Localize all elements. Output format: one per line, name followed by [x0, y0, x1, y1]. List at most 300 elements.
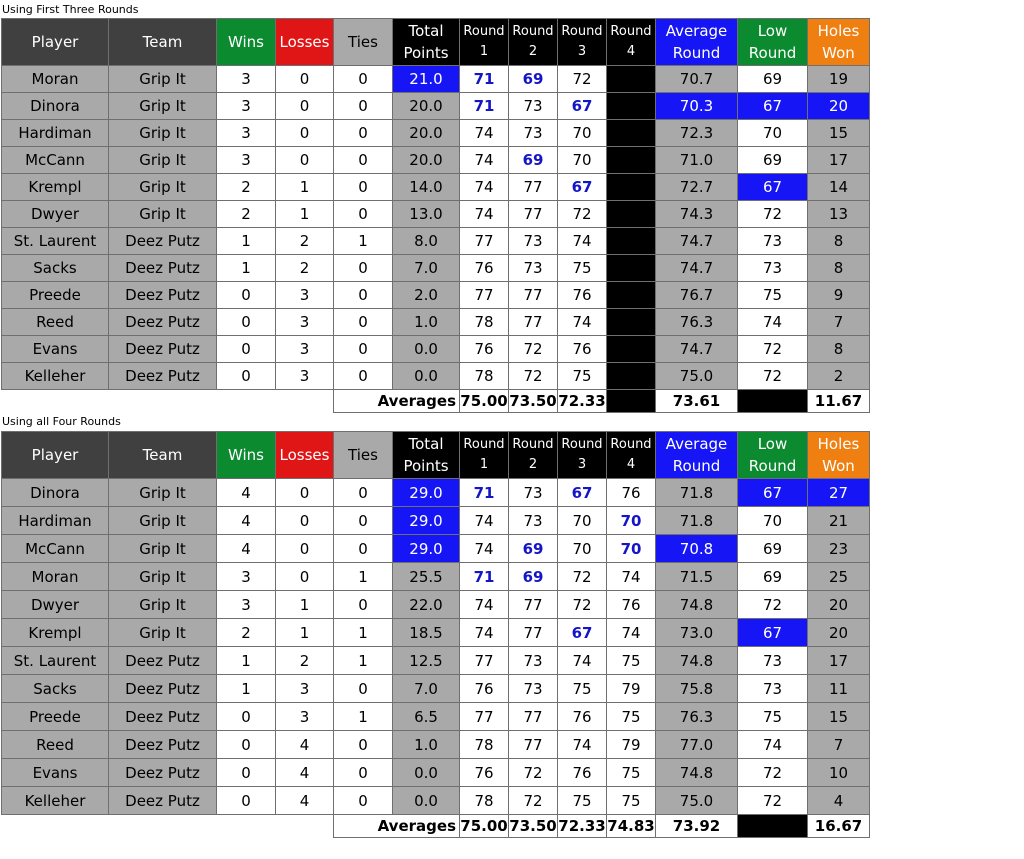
- wins-cell: 4: [217, 479, 276, 507]
- player-cell: Krempl: [2, 174, 109, 201]
- low-round-cell: 69: [738, 66, 808, 93]
- average-round-cell: 74.3: [656, 201, 738, 228]
- round-1-cell: 74: [460, 201, 509, 228]
- averages-spacer: [109, 390, 217, 413]
- player-cell: Dinora: [2, 479, 109, 507]
- round-2-cell: 73: [509, 507, 558, 535]
- holes-won-cell: 10: [808, 759, 870, 787]
- wins-cell: 0: [217, 363, 276, 390]
- round-3-cell: 72: [558, 66, 607, 93]
- header-holes-line1: Holes: [817, 22, 860, 40]
- header-losses: Losses: [276, 432, 334, 479]
- header-round-word: Round: [610, 437, 652, 452]
- average-round-cell: 71.5: [656, 563, 738, 591]
- average-round-cell: 70.7: [656, 66, 738, 93]
- player-cell: Sacks: [2, 675, 109, 703]
- losses-cell: 2: [276, 228, 334, 255]
- average-round-cell: 74.8: [656, 759, 738, 787]
- player-cell: Preede: [2, 703, 109, 731]
- wins-cell: 3: [217, 66, 276, 93]
- round-4-cell: 74: [607, 619, 656, 647]
- round-1-cell: 74: [460, 120, 509, 147]
- low-round-cell: 73: [738, 228, 808, 255]
- low-round-cell: 75: [738, 703, 808, 731]
- total-points-cell: 20.0: [393, 147, 460, 174]
- round-2-cell: 72: [509, 336, 558, 363]
- player-cell: Kelleher: [2, 363, 109, 390]
- header-round-number: 2: [528, 44, 538, 59]
- header-round-4: [607, 432, 656, 479]
- total-points-cell: 18.5: [393, 619, 460, 647]
- average-holes-won: 16.67: [808, 815, 870, 838]
- holes-won-cell: 17: [808, 647, 870, 675]
- low-round-cell: 72: [738, 759, 808, 787]
- round-1-cell: 74: [460, 507, 509, 535]
- header-total-line2: Points: [403, 44, 449, 62]
- losses-cell: 4: [276, 731, 334, 759]
- player-cell: Evans: [2, 336, 109, 363]
- average-round-cell: 70.3: [656, 93, 738, 120]
- wins-cell: 0: [217, 759, 276, 787]
- round-2-cell: 69: [509, 147, 558, 174]
- round-2-cell: 77: [509, 731, 558, 759]
- table-row: [2, 675, 870, 703]
- player-cell: McCann: [2, 535, 109, 563]
- round-3-cell: 75: [558, 675, 607, 703]
- header-round-number: 3: [577, 457, 587, 472]
- average-round-cell: 74.8: [656, 647, 738, 675]
- total-points-cell: 21.0: [393, 66, 460, 93]
- average-round-1: 75.00: [460, 815, 509, 838]
- low-round-cell: 67: [738, 93, 808, 120]
- round-4-cell: 76: [607, 479, 656, 507]
- wins-cell: 2: [217, 619, 276, 647]
- average-round-cell: 75.8: [656, 675, 738, 703]
- team-cell: Deez Putz: [109, 363, 217, 390]
- round-1-cell: 77: [460, 647, 509, 675]
- losses-cell: 0: [276, 93, 334, 120]
- round-2-cell: 72: [509, 363, 558, 390]
- round-2-cell: 77: [509, 591, 558, 619]
- team-cell: Grip It: [109, 619, 217, 647]
- low-round-cell: 73: [738, 675, 808, 703]
- team-cell: Grip It: [109, 479, 217, 507]
- low-round-cell: 74: [738, 309, 808, 336]
- round-4-cell-empty: [607, 201, 656, 228]
- wins-cell: 3: [217, 93, 276, 120]
- header-holes-won: [808, 19, 870, 66]
- team-cell: Deez Putz: [109, 731, 217, 759]
- round-1-cell: 76: [460, 675, 509, 703]
- round-4-cell-empty: [607, 336, 656, 363]
- low-round-cell: 67: [738, 174, 808, 201]
- table-row: [2, 255, 870, 282]
- round-2-cell: 77: [509, 619, 558, 647]
- averages-row: [2, 390, 870, 413]
- player-cell: Krempl: [2, 619, 109, 647]
- losses-cell: 4: [276, 759, 334, 787]
- round-1-cell: 76: [460, 336, 509, 363]
- round-3-cell: 67: [558, 174, 607, 201]
- ties-cell: 0: [334, 363, 393, 390]
- header-ties: Ties: [334, 432, 393, 479]
- ties-cell: 0: [334, 201, 393, 228]
- holes-won-cell: 25: [808, 563, 870, 591]
- average-round-3: 72.33: [558, 390, 607, 413]
- round-1-cell: 71: [460, 479, 509, 507]
- team-cell: Deez Putz: [109, 282, 217, 309]
- header-holes-line2: Won: [822, 44, 855, 62]
- header-total-line1: Total: [408, 22, 444, 40]
- round-1-cell: 71: [460, 66, 509, 93]
- header-ties: Ties: [334, 19, 393, 66]
- low-round-cell: 67: [738, 479, 808, 507]
- round-1-cell: 78: [460, 309, 509, 336]
- player-cell: McCann: [2, 147, 109, 174]
- header-round-2: [509, 432, 558, 479]
- wins-cell: 1: [217, 228, 276, 255]
- total-points-cell: 0.0: [393, 363, 460, 390]
- table-row: [2, 228, 870, 255]
- wins-cell: 1: [217, 647, 276, 675]
- table-row: [2, 174, 870, 201]
- header-avg-line2: Round: [672, 457, 721, 475]
- average-round-cell: 72.7: [656, 174, 738, 201]
- total-points-cell: 29.0: [393, 479, 460, 507]
- header-team: Team: [109, 19, 217, 66]
- average-holes-won: 11.67: [808, 390, 870, 413]
- low-round-cell: 69: [738, 535, 808, 563]
- holes-won-cell: 17: [808, 147, 870, 174]
- total-points-cell: 20.0: [393, 93, 460, 120]
- averages-spacer: [2, 815, 109, 838]
- table-row: [2, 93, 870, 120]
- losses-cell: 0: [276, 479, 334, 507]
- round-1-cell: 74: [460, 147, 509, 174]
- round-4-cell: 75: [607, 759, 656, 787]
- total-points-cell: 0.0: [393, 336, 460, 363]
- team-cell: Deez Putz: [109, 309, 217, 336]
- table-row: [2, 535, 870, 563]
- total-points-cell: 14.0: [393, 174, 460, 201]
- table-row: [2, 703, 870, 731]
- player-cell: Kelleher: [2, 787, 109, 815]
- ties-cell: 1: [334, 563, 393, 591]
- header-team: Team: [109, 432, 217, 479]
- round-2-cell: 72: [509, 787, 558, 815]
- average-round-cell: 70.8: [656, 535, 738, 563]
- player-cell: Hardiman: [2, 507, 109, 535]
- standings-table-four-rounds: [1, 431, 870, 838]
- round-4-cell-empty: [607, 66, 656, 93]
- total-points-cell: 13.0: [393, 201, 460, 228]
- holes-won-cell: 8: [808, 255, 870, 282]
- table-row: [2, 363, 870, 390]
- losses-cell: 1: [276, 201, 334, 228]
- round-2-cell: 69: [509, 535, 558, 563]
- round-3-cell: 70: [558, 147, 607, 174]
- header-average-round: [656, 19, 738, 66]
- losses-cell: 3: [276, 363, 334, 390]
- table-row: [2, 66, 870, 93]
- header-round-word: Round: [561, 437, 603, 452]
- averages-label: Averages: [334, 815, 460, 838]
- average-round-cell: 71.0: [656, 147, 738, 174]
- round-3-cell: 76: [558, 703, 607, 731]
- header-low-line1: Low: [757, 22, 788, 40]
- holes-won-cell: 9: [808, 282, 870, 309]
- team-cell: Grip It: [109, 120, 217, 147]
- round-2-cell: 73: [509, 255, 558, 282]
- table-row: [2, 479, 870, 507]
- header-round-number: 3: [577, 44, 587, 59]
- low-round-cell: 72: [738, 201, 808, 228]
- ties-cell: 0: [334, 147, 393, 174]
- standings-table-three-rounds: [1, 18, 870, 413]
- table-row: [2, 282, 870, 309]
- wins-cell: 0: [217, 787, 276, 815]
- round-3-cell: 70: [558, 535, 607, 563]
- header-round-number: 1: [479, 44, 489, 59]
- wins-cell: 3: [217, 147, 276, 174]
- team-cell: Grip It: [109, 174, 217, 201]
- header-avg-line1: Average: [665, 22, 728, 40]
- ties-cell: 0: [334, 479, 393, 507]
- team-cell: Deez Putz: [109, 228, 217, 255]
- losses-cell: 3: [276, 309, 334, 336]
- low-round-cell: 70: [738, 120, 808, 147]
- round-4-cell: 75: [607, 703, 656, 731]
- averages-spacer: [276, 815, 334, 838]
- low-round-cell: 73: [738, 647, 808, 675]
- round-4-cell: 70: [607, 535, 656, 563]
- wins-cell: 3: [217, 563, 276, 591]
- ties-cell: 0: [334, 120, 393, 147]
- losses-cell: 0: [276, 507, 334, 535]
- wins-cell: 0: [217, 703, 276, 731]
- round-1-cell: 74: [460, 591, 509, 619]
- header-round-word: Round: [610, 24, 652, 39]
- round-1-cell: 77: [460, 282, 509, 309]
- table-row: [2, 507, 870, 535]
- header-total-points: [393, 19, 460, 66]
- team-cell: Deez Putz: [109, 787, 217, 815]
- average-round-cell: 75.0: [656, 363, 738, 390]
- losses-cell: 3: [276, 675, 334, 703]
- header-holes-won: [808, 432, 870, 479]
- round-1-cell: 78: [460, 787, 509, 815]
- holes-won-cell: 27: [808, 479, 870, 507]
- header-low-line1: Low: [757, 435, 788, 453]
- round-3-cell: 72: [558, 201, 607, 228]
- wins-cell: 3: [217, 120, 276, 147]
- total-points-cell: 12.5: [393, 647, 460, 675]
- table-row: [2, 591, 870, 619]
- total-points-cell: 29.0: [393, 535, 460, 563]
- header-losses: Losses: [276, 19, 334, 66]
- ties-cell: 0: [334, 282, 393, 309]
- round-2-cell: 73: [509, 120, 558, 147]
- losses-cell: 3: [276, 282, 334, 309]
- round-3-cell: 67: [558, 479, 607, 507]
- header-holes-line1: Holes: [817, 435, 860, 453]
- ties-cell: 0: [334, 255, 393, 282]
- average-round-cell: 76.3: [656, 309, 738, 336]
- team-cell: Grip It: [109, 201, 217, 228]
- round-2-cell: 73: [509, 479, 558, 507]
- round-3-cell: 75: [558, 787, 607, 815]
- team-cell: Deez Putz: [109, 336, 217, 363]
- player-cell: Evans: [2, 759, 109, 787]
- holes-won-cell: 20: [808, 591, 870, 619]
- total-points-cell: 22.0: [393, 591, 460, 619]
- round-3-cell: 74: [558, 228, 607, 255]
- header-low-round: [738, 432, 808, 479]
- total-points-cell: 7.0: [393, 255, 460, 282]
- holes-won-cell: 11: [808, 675, 870, 703]
- total-points-cell: 6.5: [393, 703, 460, 731]
- average-round-cell: 74.7: [656, 255, 738, 282]
- average-round-cell: 76.3: [656, 703, 738, 731]
- round-3-cell: 74: [558, 731, 607, 759]
- low-round-cell: 69: [738, 563, 808, 591]
- wins-cell: 0: [217, 731, 276, 759]
- ties-cell: 0: [334, 93, 393, 120]
- total-points-cell: 7.0: [393, 675, 460, 703]
- round-4-cell: 76: [607, 591, 656, 619]
- player-cell: St. Laurent: [2, 647, 109, 675]
- round-2-cell: 73: [509, 228, 558, 255]
- low-round-cell: 72: [738, 363, 808, 390]
- ties-cell: 0: [334, 336, 393, 363]
- average-round-cell: 71.8: [656, 479, 738, 507]
- header-round-4: [607, 19, 656, 66]
- team-cell: Deez Putz: [109, 647, 217, 675]
- average-low-empty: [738, 815, 808, 838]
- round-1-cell: 71: [460, 563, 509, 591]
- average-round-4-empty: [607, 390, 656, 413]
- wins-cell: 4: [217, 507, 276, 535]
- averages-spacer: [217, 815, 276, 838]
- ties-cell: 1: [334, 647, 393, 675]
- low-round-cell: 73: [738, 255, 808, 282]
- average-round-cell: 71.8: [656, 507, 738, 535]
- losses-cell: 2: [276, 647, 334, 675]
- header-player: Player: [2, 19, 109, 66]
- round-4-cell-empty: [607, 282, 656, 309]
- losses-cell: 1: [276, 619, 334, 647]
- header-round-number: 2: [528, 457, 538, 472]
- team-cell: Grip It: [109, 147, 217, 174]
- average-low-empty: [738, 390, 808, 413]
- round-4-cell: 75: [607, 787, 656, 815]
- low-round-cell: 70: [738, 507, 808, 535]
- ties-cell: 0: [334, 731, 393, 759]
- holes-won-cell: 4: [808, 787, 870, 815]
- average-round-cell: 77.0: [656, 731, 738, 759]
- ties-cell: 0: [334, 309, 393, 336]
- round-2-cell: 73: [509, 675, 558, 703]
- round-1-cell: 78: [460, 731, 509, 759]
- player-cell: Moran: [2, 563, 109, 591]
- holes-won-cell: 20: [808, 93, 870, 120]
- holes-won-cell: 21: [808, 507, 870, 535]
- table-row: [2, 563, 870, 591]
- round-3-cell: 76: [558, 282, 607, 309]
- header-player: Player: [2, 432, 109, 479]
- total-points-cell: 1.0: [393, 309, 460, 336]
- table-row: [2, 147, 870, 174]
- round-4-cell-empty: [607, 147, 656, 174]
- header-total-points: [393, 432, 460, 479]
- header-low-line2: Round: [748, 44, 797, 62]
- wins-cell: 3: [217, 591, 276, 619]
- losses-cell: 0: [276, 120, 334, 147]
- low-round-cell: 72: [738, 591, 808, 619]
- losses-cell: 0: [276, 147, 334, 174]
- player-cell: Reed: [2, 731, 109, 759]
- round-4-cell: 70: [607, 507, 656, 535]
- average-of-averages: 73.92: [656, 815, 738, 838]
- header-row: [2, 19, 870, 66]
- round-4-cell-empty: [607, 228, 656, 255]
- team-cell: Grip It: [109, 591, 217, 619]
- round-2-cell: 69: [509, 66, 558, 93]
- losses-cell: 2: [276, 255, 334, 282]
- holes-won-cell: 19: [808, 66, 870, 93]
- table-row: [2, 787, 870, 815]
- header-round-word: Round: [512, 437, 554, 452]
- holes-won-cell: 2: [808, 363, 870, 390]
- averages-spacer: [276, 390, 334, 413]
- round-2-cell: 73: [509, 93, 558, 120]
- averages-row: [2, 815, 870, 838]
- total-points-cell: 8.0: [393, 228, 460, 255]
- losses-cell: 0: [276, 563, 334, 591]
- round-3-cell: 70: [558, 507, 607, 535]
- player-cell: Moran: [2, 66, 109, 93]
- low-round-cell: 67: [738, 619, 808, 647]
- holes-won-cell: 20: [808, 619, 870, 647]
- losses-cell: 0: [276, 66, 334, 93]
- player-cell: Reed: [2, 309, 109, 336]
- holes-won-cell: 23: [808, 535, 870, 563]
- player-cell: Dwyer: [2, 591, 109, 619]
- ties-cell: 0: [334, 759, 393, 787]
- round-4-cell: 79: [607, 675, 656, 703]
- header-round-word: Round: [512, 24, 554, 39]
- round-2-cell: 72: [509, 759, 558, 787]
- round-2-cell: 77: [509, 174, 558, 201]
- table-row: [2, 759, 870, 787]
- ties-cell: 0: [334, 66, 393, 93]
- round-3-cell: 76: [558, 336, 607, 363]
- ties-cell: 0: [334, 535, 393, 563]
- averages-label: Averages: [334, 390, 460, 413]
- holes-won-cell: 8: [808, 336, 870, 363]
- table-row: [2, 120, 870, 147]
- losses-cell: 4: [276, 787, 334, 815]
- round-2-cell: 77: [509, 309, 558, 336]
- header-average-round: [656, 432, 738, 479]
- total-points-cell: 2.0: [393, 282, 460, 309]
- average-round-cell: 73.0: [656, 619, 738, 647]
- wins-cell: 0: [217, 336, 276, 363]
- header-round-number: 4: [626, 44, 636, 59]
- total-points-cell: 0.0: [393, 787, 460, 815]
- average-round-cell: 74.7: [656, 336, 738, 363]
- round-1-cell: 74: [460, 619, 509, 647]
